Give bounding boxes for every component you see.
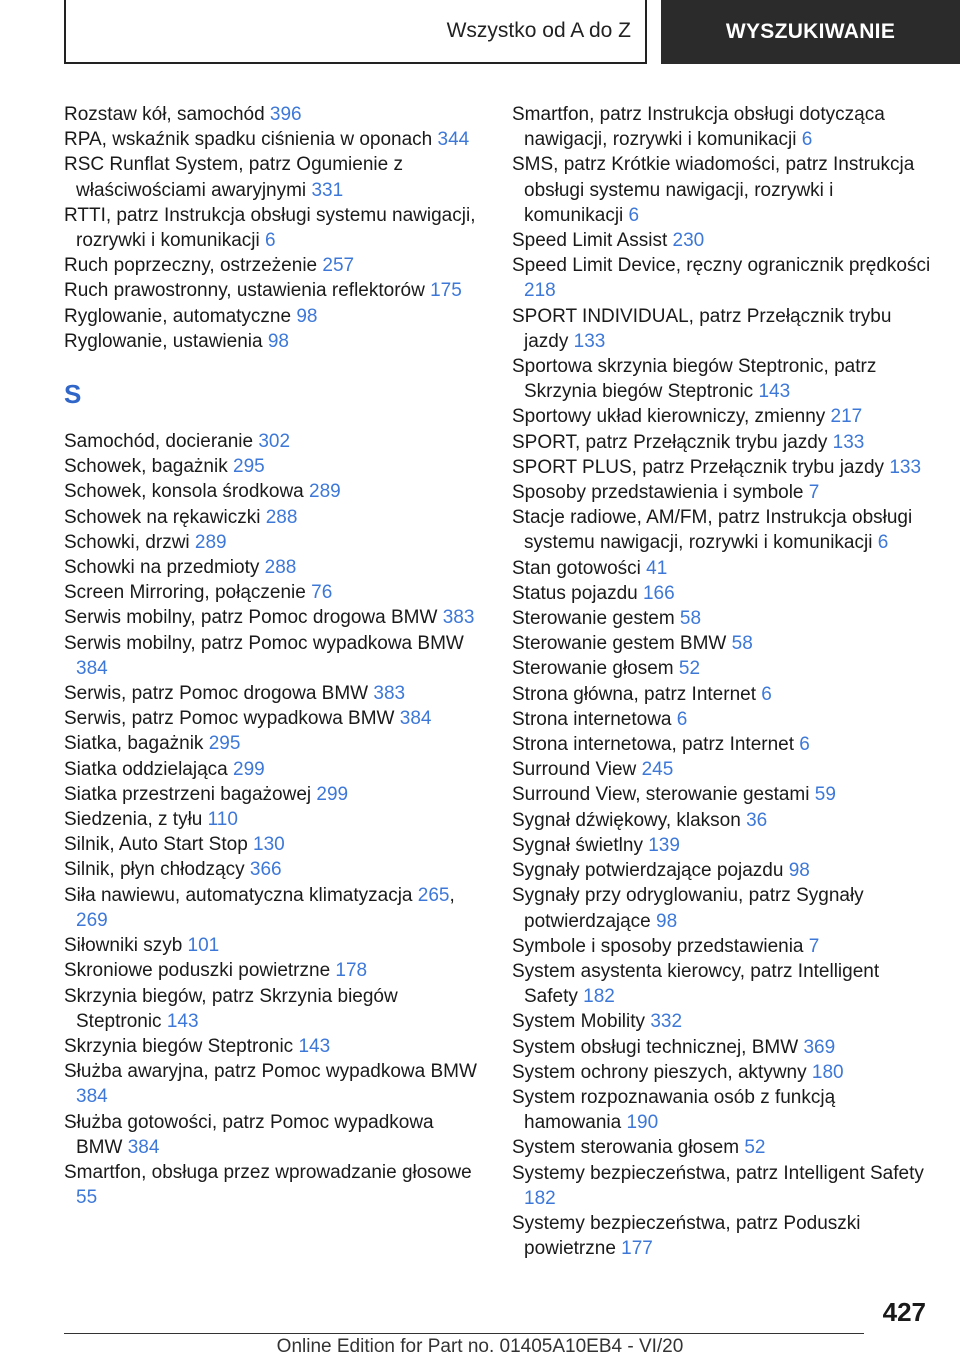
index-entry — [64, 1059, 484, 1109]
index-entry-term: Stacje radiowe, AM/FM, patrz Instrukcja obsługi systemu nawigacji, rozrywki i komunikacji — [512, 507, 913, 554]
page-reference-link[interactable]: 182 — [524, 1187, 556, 1209]
index-entry — [512, 1035, 932, 1060]
index-entry-term: Sygnał dźwiękowy, klakson — [512, 809, 747, 831]
page-reference-link[interactable]: 178 — [335, 960, 368, 982]
page-reference-link[interactable]: 6 — [799, 734, 810, 756]
index-entry-term: Silnik, Auto Start Stop — [64, 834, 254, 856]
index-entry — [512, 581, 932, 606]
index-entry-term: Stan gotowości — [512, 557, 647, 579]
index-entry — [64, 580, 484, 605]
index-entry-term: Silnik, płyn chłodzący — [64, 859, 250, 881]
index-letter-heading: S — [64, 379, 82, 410]
page-reference-link[interactable]: 55 — [76, 1187, 98, 1209]
index-entry-term: Skroniowe poduszki powietrzne — [64, 960, 336, 982]
index-entry-term: Siatka oddzielająca — [64, 758, 233, 780]
index-entry — [64, 304, 484, 329]
page-reference-link[interactable]: 139 — [648, 834, 680, 856]
index-entry-term: Serwis, patrz Pomoc wypadkowa BMW — [64, 708, 400, 730]
index-column-left — [64, 102, 484, 1210]
index-entry-term: Serwis mobilny, patrz Pomoc wypadkowa BMW — [64, 632, 464, 654]
index-entry — [512, 1009, 932, 1034]
page-reference-link[interactable]: 6 — [801, 129, 813, 151]
index-entry — [64, 1160, 484, 1210]
index-entry-term: Sterowanie głosem — [512, 658, 679, 680]
page-reference-link[interactable]: 6 — [761, 683, 772, 705]
page-reference-link[interactable]: 217 — [830, 406, 863, 428]
page-reference-link[interactable]: 110 — [207, 809, 238, 831]
index-entry — [512, 152, 932, 228]
index-entry — [512, 304, 932, 354]
page-reference-link[interactable]: 133 — [889, 456, 922, 478]
index-entry-term: Sterowanie gestem — [512, 608, 680, 630]
index-entry-term: Strona internetowa, patrz Internet — [512, 734, 800, 756]
index-entry-term: SPORT, patrz Przełącznik trybu jazdy — [512, 431, 833, 453]
page-reference-link[interactable]: 101 — [187, 935, 220, 957]
page-reference-link[interactable]: 190 — [626, 1112, 659, 1134]
index-entry — [64, 555, 484, 580]
index-entry-term: Sygnał świetlny — [512, 834, 649, 856]
page-reference-link[interactable]: 331 — [311, 179, 344, 201]
index-entry-term: Sportowa skrzynia biegów Steptronic, patrz Skrzynia biegów Steptronic — [512, 356, 877, 403]
page-reference-link[interactable]: 383 — [373, 683, 406, 705]
index-entry — [512, 253, 932, 303]
index-entry — [512, 808, 932, 833]
index-entry — [512, 959, 932, 1009]
page-reference-link[interactable]: 366 — [249, 859, 282, 881]
index-column-right — [512, 102, 932, 1261]
index-entry — [512, 682, 932, 707]
index-entry-term: Speed Limit Device, ręczny ogranicznik prędkości — [512, 255, 931, 277]
index-entry — [64, 857, 484, 882]
index-entry — [64, 253, 484, 278]
page-reference-link[interactable]: 133 — [573, 330, 606, 352]
page-reference-link[interactable]: 288 — [265, 506, 298, 528]
index-entry — [64, 1034, 484, 1059]
index-entry-term: Siatka, bagażnik — [64, 733, 209, 755]
index-entry — [512, 1211, 932, 1261]
page-reference-link[interactable]: 130 — [253, 834, 285, 856]
page-reference-link[interactable]: 289 — [309, 481, 341, 503]
footer-divider — [64, 1333, 864, 1334]
page-reference-link[interactable]: 6 — [264, 230, 276, 252]
index-entry-term: System asystenta kierowcy, patrz Intelligent Safety — [512, 960, 880, 1008]
page-reference-link[interactable]: 289 — [194, 531, 227, 553]
index-entry — [512, 430, 932, 455]
index-entry — [64, 706, 484, 731]
index-entry-term: Status pojazdu — [512, 582, 643, 604]
index-entry — [512, 228, 932, 253]
index-entry-term: Sterowanie gestem BMW — [512, 633, 732, 655]
index-entry — [512, 656, 932, 681]
index-entry — [512, 732, 932, 757]
index-entry — [64, 731, 484, 756]
index-entry-term: System ochrony pieszych, aktywny — [512, 1061, 812, 1083]
index-entry — [64, 933, 484, 958]
page-reference-link[interactable]: 288 — [264, 557, 297, 579]
index-entry — [512, 883, 932, 933]
index-entry — [512, 480, 932, 505]
page-reference-link[interactable]: 299 — [316, 783, 349, 805]
page-reference-link[interactable]: 384 — [127, 1136, 160, 1158]
index-entry — [64, 782, 484, 807]
tab-a-to-z[interactable]: Wszystko od A do Z — [64, 0, 647, 64]
index-entry-term: SMS, patrz Krótkie wiadomości, patrz Instrukcja obsługi systemu nawigacji, rozrywki i komunikacji — [512, 154, 915, 226]
page-reference-link[interactable]: 257 — [322, 255, 355, 277]
page-reference-link[interactable]: 98 — [296, 305, 318, 327]
page-reference-link[interactable]: 41 — [646, 557, 668, 579]
index-entry-term: Samochód, docieranie — [64, 431, 259, 453]
page-reference-link[interactable]: 383 — [442, 607, 475, 629]
index-entry — [64, 479, 484, 504]
index-entry-term: RSC Runflat System, patrz Ogumienie z właściwościami awaryjnymi — [64, 154, 403, 201]
tab-search[interactable]: WYSZUKIWANIE — [661, 0, 960, 64]
index-entry — [64, 127, 484, 152]
page-reference-link[interactable]: 218 — [524, 280, 556, 302]
index-entry-term: Surround View, sterowanie gestami — [512, 784, 815, 806]
page-reference-link[interactable]: 269 — [76, 909, 108, 931]
page-reference-link[interactable]: 98 — [267, 330, 289, 352]
index-entry-term: Służba awaryjna, patrz Pomoc wypadkowa BMW — [64, 1061, 477, 1083]
page-reference-link[interactable]: 369 — [803, 1036, 836, 1058]
index-entry — [64, 681, 484, 706]
index-entry — [512, 631, 932, 656]
index-entry-term: Sygnały przy odryglowaniu, patrz Sygnały potwierdzające — [512, 885, 864, 932]
index-entry-term: Ruch prawostronny, ustawienia reflektorów — [64, 280, 431, 302]
page-reference-link[interactable]: 245 — [641, 759, 674, 781]
index-entry-term: Schowek, bagażnik — [64, 456, 233, 478]
page-reference-link[interactable]: 177 — [621, 1238, 653, 1260]
index-entry — [512, 606, 932, 631]
index-entry-term: Strona główna, patrz Internet — [512, 683, 762, 705]
page-reference-link[interactable]: 58 — [731, 633, 753, 655]
index-entry-term: Schowek, konsola środkowa — [64, 481, 310, 503]
page-reference-link[interactable]: 6 — [676, 708, 688, 730]
index-entry-term: Sportowy układ kierowniczy, zmienny — [512, 406, 831, 428]
index-entry-term: Skrzynia biegów, patrz Skrzynia biegów Steptronic — [64, 985, 398, 1032]
index-entry-term: Surround View — [512, 759, 642, 781]
page-reference-link[interactable]: 59 — [814, 784, 836, 806]
index-entry-term: Symbole i sposoby przedstawienia — [512, 935, 809, 957]
page-reference-link[interactable]: 344 — [437, 129, 470, 151]
page-reference-link[interactable]: 58 — [679, 608, 702, 630]
index-entry-term: Ryglowanie, ustawienia — [64, 330, 268, 352]
index-entry — [512, 102, 932, 152]
page-reference-link[interactable]: 133 — [832, 431, 865, 453]
index-entry-term: Screen Mirroring, połączenie — [64, 582, 312, 604]
index-entry-term: Strona internetowa — [512, 708, 677, 730]
index-entry — [64, 278, 484, 303]
ref-separator: , — [449, 884, 455, 906]
index-entry — [512, 858, 932, 883]
index-entry-term: Smartfon, patrz Instrukcja obsługi dotycząca nawigacji, rozrywki i komunikacji — [512, 104, 885, 151]
page-reference-link[interactable]: 98 — [656, 910, 678, 932]
index-entry-term: System rozpoznawania osób z funkcją hamowania — [512, 1086, 836, 1134]
index-entry — [64, 203, 484, 253]
index-entry-term: Systemy bezpieczeństwa, patrz Poduszki powietrzne — [512, 1212, 861, 1260]
page-reference-link[interactable]: 76 — [311, 582, 333, 604]
index-entry — [512, 833, 932, 858]
index-entry — [64, 807, 484, 832]
index-entry — [512, 404, 932, 429]
index-entry-term: Ryglowanie, automatyczne — [64, 305, 297, 327]
index-entry-term: Skrzynia biegów Steptronic — [64, 1035, 299, 1057]
index-entry — [512, 354, 932, 404]
index-entry-term: Siła nawiewu, automatyczna klimatyzacja — [64, 884, 418, 906]
index-entry — [64, 832, 484, 857]
index-entry — [64, 454, 484, 479]
page-reference-link[interactable]: 175 — [430, 280, 462, 302]
page-reference-link[interactable]: 384 — [76, 1086, 108, 1108]
index-entry-term: Ruch poprzeczny, ostrzeżenie — [64, 255, 323, 277]
page-reference-link[interactable]: 295 — [233, 456, 265, 478]
page-reference-link[interactable]: 299 — [233, 758, 265, 780]
page-reference-link[interactable]: 6 — [877, 532, 889, 554]
index-entry — [512, 556, 932, 581]
index-entry — [512, 1161, 932, 1211]
index-entry-term: Siedzenia, z tyłu — [64, 809, 208, 831]
index-entry-term: System sterowania głosem — [512, 1137, 745, 1159]
page-reference-link[interactable]: 52 — [744, 1137, 766, 1159]
page-reference-link[interactable]: 180 — [811, 1061, 844, 1083]
index-entry — [512, 1060, 932, 1085]
page-reference-link[interactable]: 7 — [808, 482, 820, 504]
index-entry-term: Sposoby przedstawienia i symbole — [512, 482, 809, 504]
page-reference-link[interactable]: 396 — [269, 104, 302, 125]
index-entry-term: Schowki, drzwi — [64, 531, 195, 553]
page-reference-link[interactable]: 166 — [642, 582, 675, 604]
page-reference-link[interactable]: 384 — [76, 657, 108, 679]
index-entry-term: Systemy bezpieczeństwa, patrz Intelligent Safety — [512, 1162, 924, 1184]
index-entry — [512, 757, 932, 782]
index-entry — [64, 102, 484, 127]
page-reference-link[interactable]: 143 — [298, 1035, 331, 1057]
index-entry — [64, 631, 484, 681]
index-entry — [512, 782, 932, 807]
index-entry — [64, 757, 484, 782]
page-reference-link[interactable]: 143 — [166, 1010, 199, 1032]
index-entry-term: System obsługi technicznej, BMW — [512, 1036, 804, 1058]
index-entry-term: Siatka przestrzeni bagażowej — [64, 783, 317, 805]
index-entry — [512, 455, 932, 480]
index-entry-term: RPA, wskaźnik spadku ciśnienia w oponach — [64, 129, 438, 151]
page-reference-link[interactable]: 265 — [417, 884, 450, 906]
index-entry-term: Siłowniki szyb — [64, 935, 188, 957]
page-reference-link[interactable]: 230 — [672, 230, 705, 252]
index-entry-term: Smartfon, obsługa przez wprowadzanie głosowe — [64, 1161, 472, 1183]
page-reference-link[interactable]: 384 — [399, 708, 432, 730]
index-entry-term: Służba gotowości, patrz Pomoc wypadkowa BMW — [64, 1111, 434, 1158]
index-entry-term: Serwis mobilny, patrz Pomoc drogowa BMW — [64, 607, 443, 629]
index-entry — [512, 707, 932, 732]
index-entry-term: Rozstaw kół, samochód — [64, 104, 270, 125]
index-entry-term: Schowek na rękawiczki — [64, 506, 266, 528]
index-entry — [64, 530, 484, 555]
page-number: 427 — [882, 1297, 926, 1327]
index-entry — [64, 605, 484, 630]
index-entry — [64, 1110, 484, 1160]
page-reference-link[interactable]: 7 — [808, 935, 820, 957]
page-reference-link[interactable]: 52 — [678, 658, 701, 680]
page-reference-link[interactable]: 302 — [258, 431, 291, 453]
index-entry-term: System Mobility — [512, 1011, 651, 1033]
page-reference-link[interactable]: 36 — [746, 809, 768, 831]
index-entry — [512, 1085, 932, 1135]
page-reference-link[interactable]: 182 — [583, 986, 615, 1008]
page-reference-link[interactable]: 295 — [208, 733, 241, 755]
index-entry-term: Serwis, patrz Pomoc drogowa BMW — [64, 683, 374, 705]
page-reference-link[interactable]: 6 — [628, 204, 640, 226]
index-entry — [512, 505, 932, 555]
index-entry — [64, 505, 484, 530]
page-reference-link[interactable]: 332 — [650, 1011, 683, 1033]
index-entry — [512, 934, 932, 959]
page-header — [0, 0, 960, 66]
index-entry-term: Speed Limit Assist — [512, 230, 673, 252]
index-entry — [64, 329, 484, 354]
index-entry-term: Schowki na przedmioty — [64, 557, 265, 579]
index-entry — [64, 883, 484, 933]
index-entry-term: RTTI, patrz Instrukcja obsługi systemu nawigacji, rozrywki i komunikacji — [64, 204, 476, 252]
index-entry-term: Sygnały potwierdzające pojazdu — [512, 860, 789, 882]
index-entry-term: SPORT INDIVIDUAL, patrz Przełącznik trybu jazdy — [512, 305, 892, 352]
index-entry — [64, 429, 484, 454]
index-entry — [64, 958, 484, 983]
index-entry-term: SPORT PLUS, patrz Przełącznik trybu jazdy — [512, 456, 890, 478]
page-reference-link[interactable]: 143 — [758, 381, 791, 403]
index-entry — [512, 1135, 932, 1160]
page-reference-link[interactable]: 98 — [788, 860, 810, 882]
index-entry — [64, 984, 484, 1034]
footer-edition: Online Edition for Part no. 01405A10EB4 - VI/20 — [276, 1336, 684, 1357]
index-entry — [64, 152, 484, 202]
